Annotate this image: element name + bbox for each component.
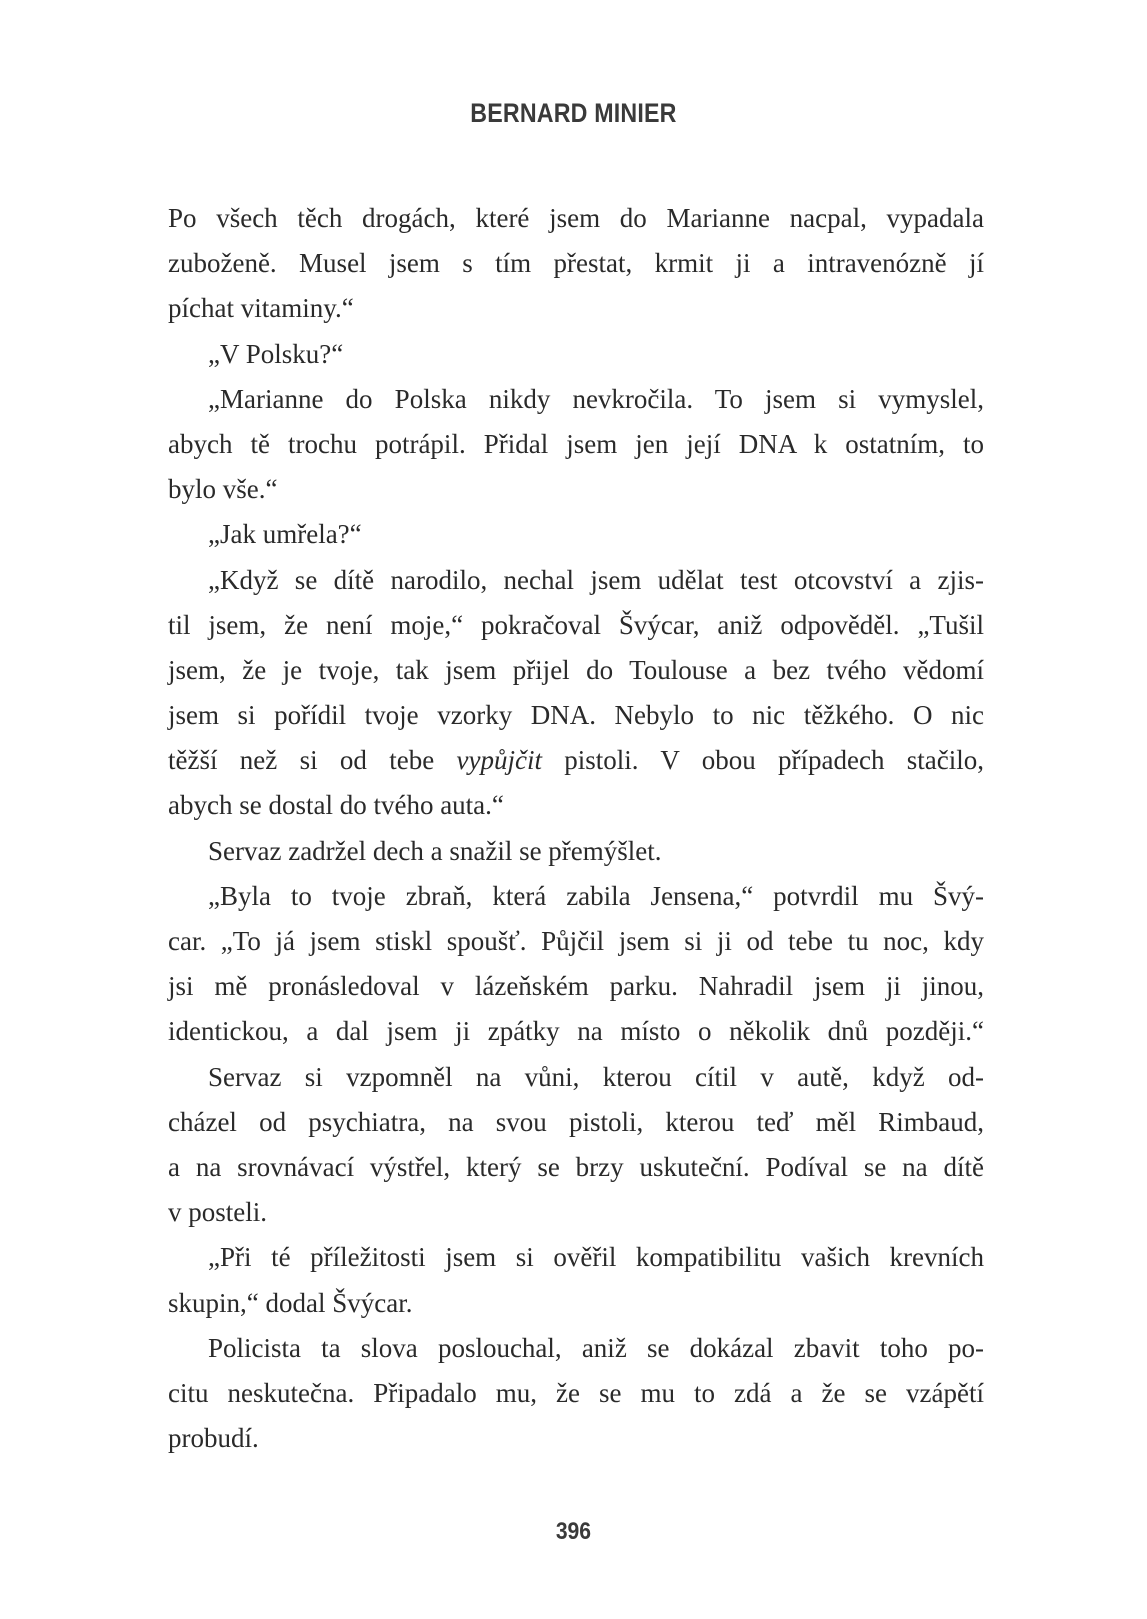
text-line: citu neskutečna. Připadalo mu, že se mu to zdá a že se vzápětí [168, 1377, 984, 1408]
text-line: car. „To já jsem stiskl spoušť. Půjčil jsem si ji od tebe tu noc, kdy [168, 926, 984, 956]
text-line: abych tě trochu potrápil. Přidal jsem jen její DNA k ostatním, to [168, 428, 984, 459]
text-line: „Jak umřela?“ [208, 519, 362, 550]
text-line: píchat vitaminy.“ [168, 293, 354, 324]
text-line: cházel od psychiatra, na svou pistoli, kterou teď měl Rimbaud, [168, 1106, 984, 1137]
text-line: Servaz si vzpomněl na vůni, kterou cítil v autě, když od- [208, 1061, 984, 1092]
italic-word: vypůjčit [456, 745, 542, 776]
text-line: „Při té příležitosti jsem si ověřil kompatibilitu vašich krevních [208, 1242, 984, 1273]
page-number: 396 [555, 1518, 592, 1545]
text-line: jsem si pořídil tvoje vzorky DNA. Nebylo to nic těžkého. O nic [168, 700, 984, 731]
text-line: zuboženě. Musel jsem s tím přestat, krmit ji a intravenózně jí [168, 248, 984, 279]
text-line: „Když se dítě narodilo, nechal jsem udělat test otcovství a zjis- [208, 564, 984, 595]
text-line: „Marianne do Polska nikdy nevkročila. To jsem si vymyslel, [208, 383, 984, 414]
text-line: Po všech těch drogách, které jsem do Marianne nacpal, vypadala [168, 203, 984, 233]
text-line: jsem, že je tvoje, tak jsem přijel do Toulouse a bez tvého vědomí [168, 654, 984, 685]
text-line: Servaz zadržel dech a snažil se přemýšlet. [208, 835, 662, 866]
text-line: a na srovnávací výstřel, který se brzy uskuteční. Podíval se na dítě [168, 1151, 984, 1182]
text-segment: těžší než si od tebe [168, 745, 457, 776]
text-line: „V Polsku?“ [208, 338, 344, 369]
text-line: abych se dostal do tvého auta.“ [168, 790, 504, 821]
running-head-author: BERNARD MINIER [470, 98, 677, 128]
text-line-with-italic [168, 738, 984, 783]
text-line: „Byla to tvoje zbraň, která zabila Jensena,“ potvrdil mu Švý- [208, 880, 984, 911]
text-line: probudí. [168, 1423, 259, 1454]
page-body-text [168, 196, 984, 1461]
text-line: identickou, a dal jsem ji zpátky na místo o několik dnů později.“ [168, 1016, 984, 1047]
text-segment: pistoli. V obou případech stačilo, [541, 745, 984, 776]
text-line: bylo vše.“ [168, 474, 278, 505]
text-line: til jsem, že není moje,“ pokračoval Švýcar, aniž odpověděl. „Tušil [168, 609, 984, 640]
text-line: jsi mě pronásledoval v lázeňském parku. Nahradil jsem ji jinou, [168, 971, 984, 1002]
text-line: skupin,“ dodal Švýcar. [168, 1287, 413, 1318]
text-line: Policista ta slova poslouchal, aniž se dokázal zbavit toho po- [208, 1332, 984, 1363]
text-line: v posteli. [168, 1197, 267, 1228]
